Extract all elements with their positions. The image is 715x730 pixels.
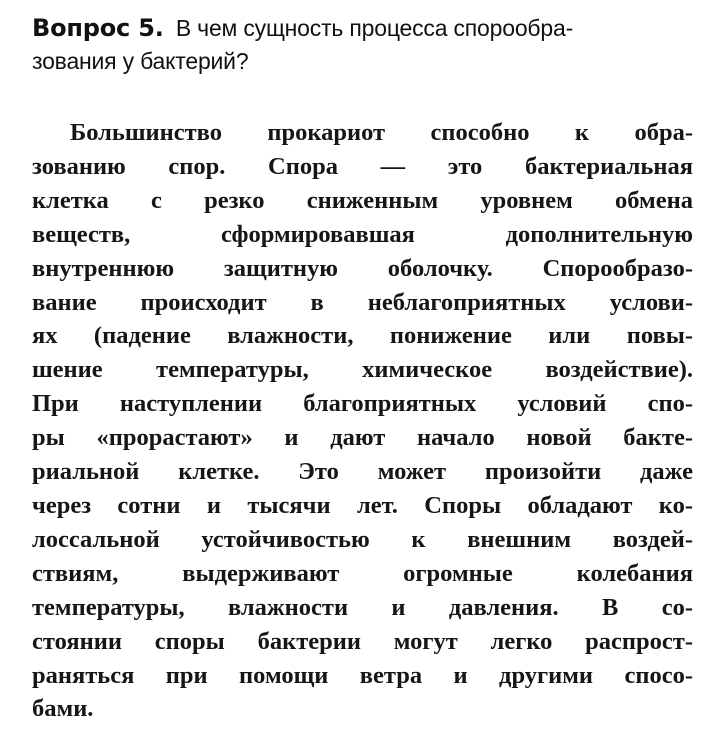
answer-line: вание происходит в неблагоприятных услови-	[32, 288, 693, 316]
answer-line: ствиям, выдерживают огромные колебания	[32, 559, 693, 587]
question-block	[32, 12, 693, 78]
question-line	[32, 12, 693, 45]
answer-paragraph	[32, 116, 693, 726]
answer-line: ях (падение влажности, понижение или повы-	[32, 322, 693, 350]
answer-line: Большинство прокариот способно к обра-	[70, 119, 693, 146]
answer-line: через сотни и тысячи лет. Споры обладают ко-	[32, 491, 693, 519]
answer-line: лоссальной устойчивостью к внешним воздей-	[32, 525, 693, 553]
answer-line: внутреннюю защитную оболочку. Спорообразо-	[32, 254, 693, 282]
answer-line: веществ, сформировавшая дополнительную	[32, 220, 693, 248]
answer-line: температуры, влажности и давления. В со-	[32, 593, 693, 621]
answer-line: зованию спор. Спора — это бактериальная	[32, 152, 693, 180]
answer-line: клетка с резко сниженным уровнем обмена	[32, 186, 693, 214]
question-label: Вопрос 5.	[32, 14, 164, 42]
answer-line: ры «прорастают» и дают начало новой бакте-	[32, 424, 693, 452]
answer-line: раняться при помощи ветра и другими спосо-	[32, 661, 693, 689]
question-text-line-2: зования у бактерий?	[32, 48, 249, 74]
answer-line: При наступлении благоприятных условий спо-	[32, 390, 693, 418]
answer-line: бами.	[32, 695, 94, 723]
answer-line: шение температуры, химическое воздействие).	[32, 356, 693, 384]
answer-line: стоянии споры бактерии могут легко распрост-	[32, 627, 693, 655]
answer-line: риальной клетке. Это может произойти даже	[32, 458, 693, 486]
question-text-line-1: В чем сущность процесса спорообра-	[175, 15, 574, 41]
